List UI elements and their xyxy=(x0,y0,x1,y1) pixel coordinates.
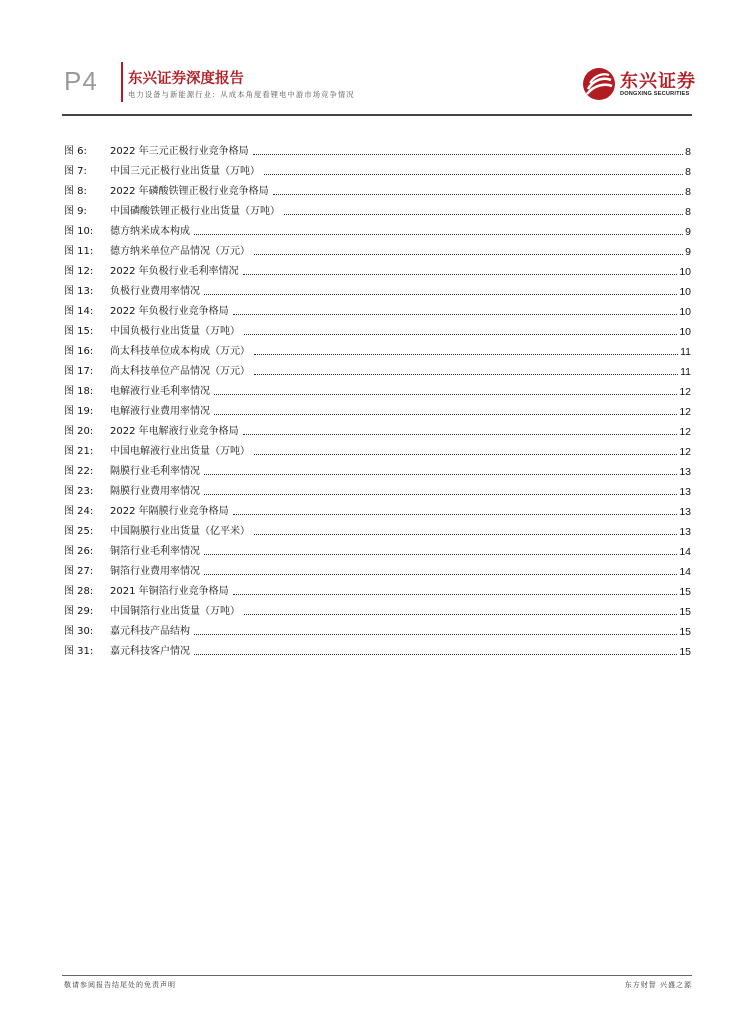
toc-figure-title: 电解液行业费用率情况 xyxy=(110,406,210,417)
toc-page-number: 13 xyxy=(679,526,691,538)
report-title: 东兴证券深度报告 xyxy=(128,71,244,87)
toc-figure-number: 图 7: xyxy=(64,166,87,177)
toc-figure-title: 2022 年隔膜行业竞争格局 xyxy=(110,506,229,517)
toc-figure-title: 中国隔膜行业出货量（亿平米） xyxy=(110,526,250,537)
toc-entry[interactable] xyxy=(64,258,691,278)
toc-figure-number: 图 20: xyxy=(64,426,94,437)
dongxing-logo xyxy=(582,67,696,101)
toc-leader-dots xyxy=(253,153,683,155)
toc-leader-dots xyxy=(233,593,678,595)
toc-entry[interactable] xyxy=(64,318,691,338)
toc-page-number: 15 xyxy=(679,606,691,618)
header-rule xyxy=(62,114,692,116)
toc-figure-title: 中国三元正极行业出货量（万吨） xyxy=(110,166,260,177)
toc-figure-number: 图 19: xyxy=(64,406,94,417)
toc-leader-dots xyxy=(204,553,677,555)
toc-leader-dots xyxy=(273,193,683,195)
toc-figure-number: 图 6: xyxy=(64,146,87,157)
toc-entry[interactable] xyxy=(64,418,691,438)
toc-page-number: 8 xyxy=(685,166,691,178)
toc-entry[interactable] xyxy=(64,198,691,218)
toc-page-number: 13 xyxy=(679,506,691,518)
toc-page-number: 10 xyxy=(679,266,691,278)
toc-figure-number: 图 16: xyxy=(64,346,94,357)
toc-leader-dots xyxy=(204,493,677,495)
toc-page-number: 13 xyxy=(679,486,691,498)
toc-figure-number: 图 8: xyxy=(64,186,87,197)
toc-figure-number: 图 15: xyxy=(64,326,94,337)
toc-figure-title: 2022 年负极行业毛利率情况 xyxy=(110,266,239,277)
toc-figure-number: 图 25: xyxy=(64,526,94,537)
toc-entry[interactable] xyxy=(64,438,691,458)
toc-figure-number: 图 18: xyxy=(64,386,94,397)
toc-page-number: 15 xyxy=(679,626,691,638)
toc-entry[interactable] xyxy=(64,238,691,258)
toc-entry[interactable] xyxy=(64,538,691,558)
toc-page-number: 9 xyxy=(685,226,691,238)
page-number: P4 xyxy=(64,66,98,96)
toc-figure-title: 隔膜行业费用率情况 xyxy=(110,486,200,497)
toc-figure-number: 图 30: xyxy=(64,626,94,637)
toc-figure-number: 图 10: xyxy=(64,226,94,237)
toc-leader-dots xyxy=(243,273,678,275)
toc-leader-dots xyxy=(204,293,677,295)
toc-figure-number: 图 12: xyxy=(64,266,94,277)
footer-disclaimer: 敬请参阅报告结尾处的免责声明 xyxy=(64,981,176,989)
toc-leader-dots xyxy=(254,353,678,355)
toc-figure-number: 图 28: xyxy=(64,586,94,597)
toc-figure-title: 嘉元科技客户情况 xyxy=(110,646,190,657)
toc-leader-dots xyxy=(244,333,677,335)
toc-leader-dots xyxy=(284,213,683,215)
toc-figure-title: 2022 年磷酸铁锂正极行业竞争格局 xyxy=(110,186,269,197)
toc-entry[interactable] xyxy=(64,478,691,498)
toc-figure-title: 德方纳米单位产品情况（万元） xyxy=(110,246,250,257)
toc-figure-number: 图 26: xyxy=(64,546,94,557)
toc-leader-dots xyxy=(233,513,678,515)
toc-entry[interactable] xyxy=(64,618,691,638)
dongxing-logo-icon xyxy=(582,67,616,101)
toc-figure-title: 德方纳米成本构成 xyxy=(110,226,190,237)
toc-page-number: 11 xyxy=(680,346,691,358)
toc-entry[interactable] xyxy=(64,218,691,238)
toc-page-number: 12 xyxy=(679,446,691,458)
toc-page-number: 8 xyxy=(685,146,691,158)
toc-entry[interactable] xyxy=(64,558,691,578)
toc-figure-title: 负极行业费用率情况 xyxy=(110,286,200,297)
toc-figure-title: 铜箔行业毛利率情况 xyxy=(110,546,200,557)
toc-leader-dots xyxy=(254,373,678,375)
toc-leader-dots xyxy=(194,233,683,235)
toc-page-number: 8 xyxy=(685,206,691,218)
toc-page-number: 12 xyxy=(679,386,691,398)
toc-entry[interactable] xyxy=(64,278,691,298)
toc-figure-title: 中国电解液行业出货量（万吨） xyxy=(110,446,250,457)
toc-leader-dots xyxy=(194,653,677,655)
toc-figure-title: 2022 年三元正极行业竞争格局 xyxy=(110,146,249,157)
toc-figure-number: 图 27: xyxy=(64,566,94,577)
toc-entry[interactable] xyxy=(64,398,691,418)
logo-english: DONGXING SECURITIES xyxy=(620,91,690,97)
toc-figure-number: 图 14: xyxy=(64,306,94,317)
toc-leader-dots xyxy=(214,413,677,415)
toc-entry[interactable] xyxy=(64,638,691,658)
toc-figure-number: 图 29: xyxy=(64,606,94,617)
toc-leader-dots xyxy=(204,573,677,575)
toc-entry[interactable] xyxy=(64,138,691,158)
toc-page-number: 14 xyxy=(679,566,691,578)
toc-leader-dots xyxy=(254,253,683,255)
header-divider xyxy=(121,62,123,102)
footer-slogan: 东方财智 兴盛之源 xyxy=(624,981,692,989)
toc-entry[interactable] xyxy=(64,298,691,318)
toc-entry[interactable] xyxy=(64,338,691,358)
toc-entry[interactable] xyxy=(64,158,691,178)
toc-figure-number: 图 31: xyxy=(64,646,94,657)
toc-entry[interactable] xyxy=(64,458,691,478)
toc-figure-title: 电解液行业毛利率情况 xyxy=(110,386,210,397)
toc-figure-number: 图 23: xyxy=(64,486,94,497)
report-subtitle: 电力设备与新能源行业：从成本角度看锂电中游市场竞争情况 xyxy=(128,90,355,99)
toc-figure-title: 中国负极行业出货量（万吨） xyxy=(110,326,240,337)
logo-text: 东兴证券 xyxy=(620,71,696,92)
toc-figure-title: 铜箔行业费用率情况 xyxy=(110,566,200,577)
toc-leader-dots xyxy=(254,533,677,535)
toc-page-number: 9 xyxy=(685,246,691,258)
footer-rule xyxy=(62,975,692,976)
toc-leader-dots xyxy=(194,633,677,635)
page-header xyxy=(0,0,755,120)
toc-leader-dots xyxy=(214,393,677,395)
toc-figure-title: 2021 年铜箔行业竞争格局 xyxy=(110,586,229,597)
toc-figure-title: 尚太科技单位成本构成（万元） xyxy=(110,346,250,357)
toc-page-number: 13 xyxy=(679,466,691,478)
toc-leader-dots xyxy=(254,453,677,455)
toc-figure-number: 图 21: xyxy=(64,446,94,457)
toc-page-number: 10 xyxy=(679,286,691,298)
toc-page-number: 15 xyxy=(679,646,691,658)
toc-page-number: 8 xyxy=(685,186,691,198)
toc-page-number: 12 xyxy=(679,426,691,438)
toc-entry[interactable] xyxy=(64,498,691,518)
toc-entry[interactable] xyxy=(64,358,691,378)
toc-page-number: 11 xyxy=(680,366,691,378)
toc-figure-number: 图 17: xyxy=(64,366,94,377)
toc-entry[interactable] xyxy=(64,598,691,618)
toc-entry[interactable] xyxy=(64,378,691,398)
toc-figure-title: 嘉元科技产品结构 xyxy=(110,626,190,637)
toc-figure-title: 中国铜箔行业出货量（万吨） xyxy=(110,606,240,617)
toc-figure-title: 2022 年负极行业竞争格局 xyxy=(110,306,229,317)
toc-leader-dots xyxy=(244,613,677,615)
toc-figure-title: 中国磷酸铁锂正极行业出货量（万吨） xyxy=(110,206,280,217)
toc-page-number: 15 xyxy=(679,586,691,598)
toc-figure-title: 尚太科技单位产品情况（万元） xyxy=(110,366,250,377)
toc-figure-number: 图 13: xyxy=(64,286,94,297)
toc-page-number: 10 xyxy=(679,306,691,318)
toc-entry[interactable] xyxy=(64,578,691,598)
figure-list xyxy=(64,138,691,658)
toc-figure-number: 图 11: xyxy=(64,246,94,257)
toc-figure-number: 图 9: xyxy=(64,206,87,217)
toc-figure-title: 2022 年电解液行业竞争格局 xyxy=(110,426,239,437)
toc-figure-title: 隔膜行业毛利率情况 xyxy=(110,466,200,477)
toc-page-number: 10 xyxy=(679,326,691,338)
toc-leader-dots xyxy=(243,433,678,435)
toc-page-number: 14 xyxy=(679,546,691,558)
toc-leader-dots xyxy=(204,473,677,475)
toc-entry[interactable] xyxy=(64,178,691,198)
toc-page-number: 12 xyxy=(679,406,691,418)
toc-entry[interactable] xyxy=(64,518,691,538)
toc-figure-number: 图 22: xyxy=(64,466,94,477)
toc-leader-dots xyxy=(264,173,683,175)
toc-figure-number: 图 24: xyxy=(64,506,94,517)
toc-leader-dots xyxy=(233,313,678,315)
